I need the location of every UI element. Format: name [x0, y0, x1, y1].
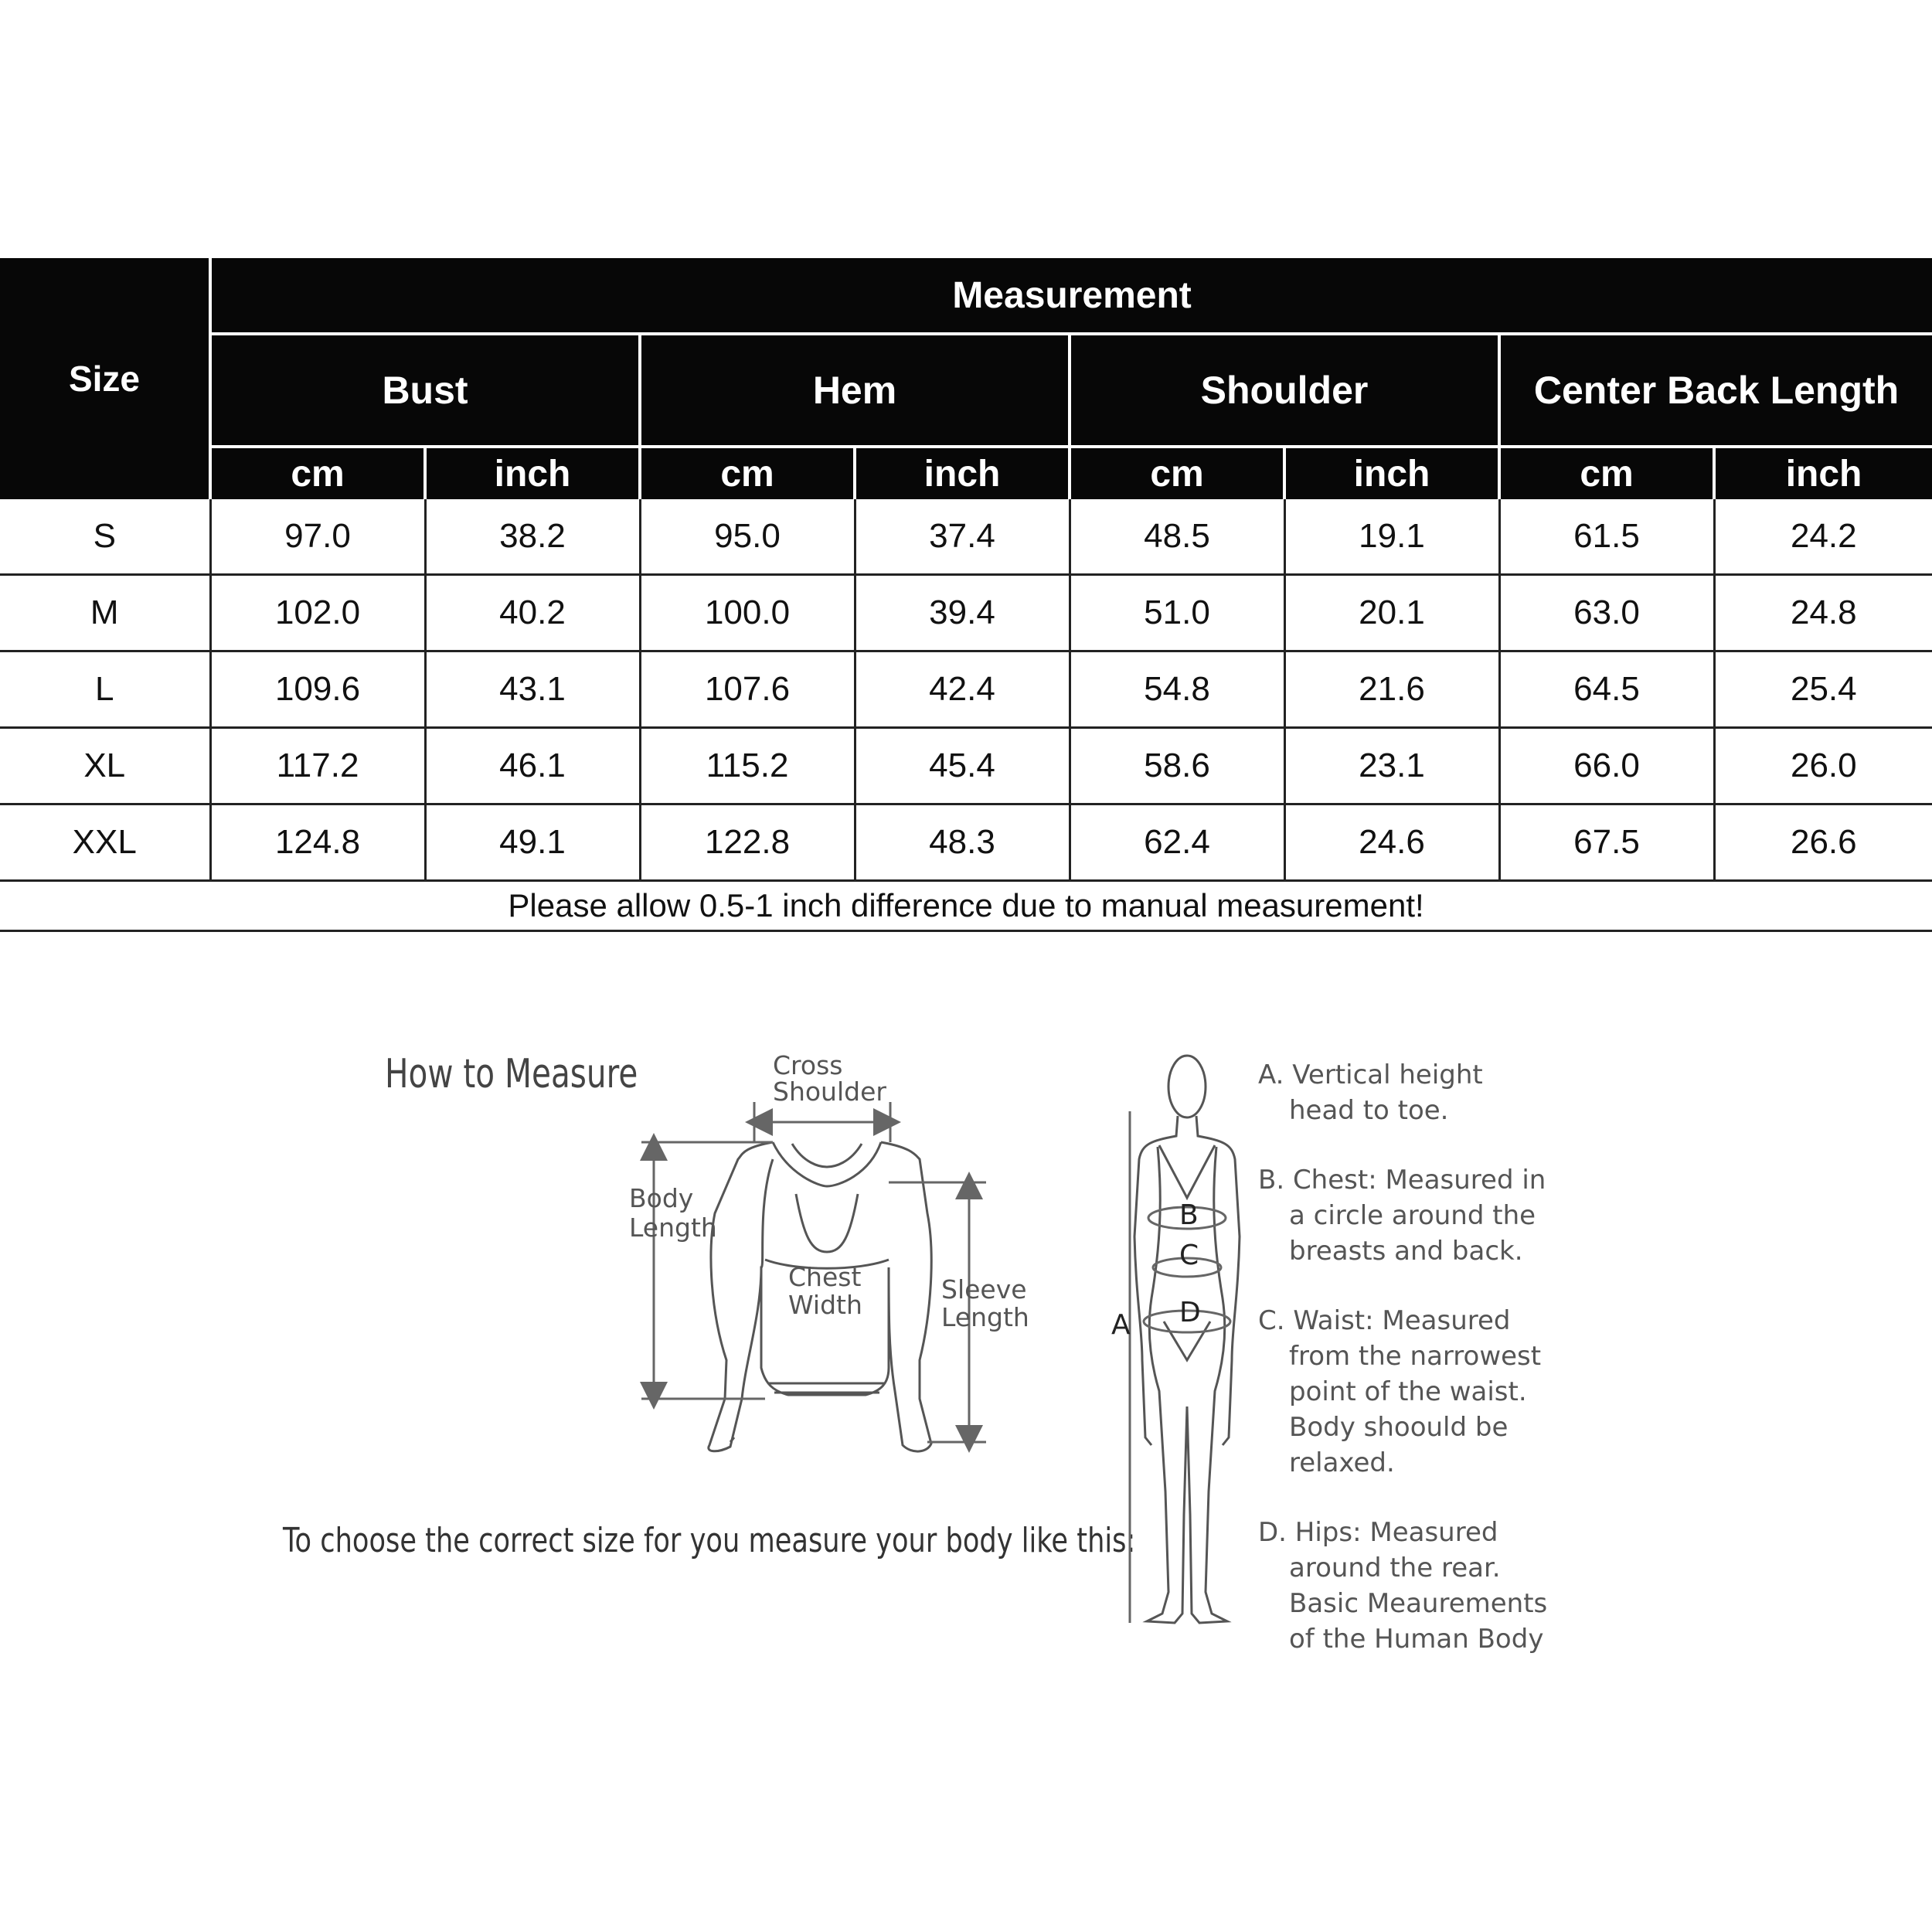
table-cell: 67.5	[1499, 804, 1714, 881]
table-cell: 25.4	[1714, 651, 1932, 728]
table-cell: 39.4	[855, 575, 1070, 651]
note-text: D. Hips: Measured around the rear. Basic Meaurements of the Human Body	[1258, 1517, 1548, 1655]
note-text: C. Waist: Measured from the narrowest point of the waist. Body shoould be relaxed.	[1258, 1305, 1542, 1478]
table-cell: 20.1	[1284, 575, 1499, 651]
hem-header: Hem	[640, 334, 1070, 447]
unit-header-cm: cm	[210, 447, 425, 499]
table-cell: 21.6	[1284, 651, 1499, 728]
height-letter: A	[1111, 1309, 1131, 1341]
table-cell: 42.4	[855, 651, 1070, 728]
table-cell: 45.4	[855, 728, 1070, 804]
choose-size-instruction: To choose the correct size for you measure your body like this:	[283, 1521, 1136, 1560]
note-waist	[1258, 1303, 1552, 1481]
table-cell: 24.8	[1714, 575, 1932, 651]
shoulder-header: Shoulder	[1070, 334, 1499, 447]
table-cell: 64.5	[1499, 651, 1714, 728]
note-chest	[1258, 1162, 1552, 1269]
measurement-notes	[1258, 1057, 1552, 1691]
table-cell: 46.1	[425, 728, 640, 804]
measurement-header: Measurement	[210, 258, 1932, 334]
note-hips	[1258, 1515, 1552, 1657]
unit-header-inch: inch	[855, 447, 1070, 499]
sleeve-length-label: Sleeve	[941, 1274, 1027, 1304]
table-cell: 49.1	[425, 804, 640, 881]
table-cell: 24.6	[1284, 804, 1499, 881]
table-cell: 54.8	[1070, 651, 1284, 728]
table-cell: 115.2	[640, 728, 855, 804]
unit-header-inch: inch	[425, 447, 640, 499]
size-cell: XXL	[0, 804, 210, 881]
unit-header-inch: inch	[1714, 447, 1932, 499]
body-length-label: Body	[629, 1183, 694, 1213]
table-cell: 26.0	[1714, 728, 1932, 804]
unit-header-cm: cm	[1499, 447, 1714, 499]
table-cell: 38.2	[425, 499, 640, 575]
size-cell: L	[0, 651, 210, 728]
table-cell: 109.6	[210, 651, 425, 728]
note-vertical-height	[1258, 1057, 1552, 1128]
table-cell: 26.6	[1714, 804, 1932, 881]
cross-shoulder-label: Shoulder	[773, 1077, 886, 1107]
unit-header-cm: cm	[640, 447, 855, 499]
table-cell: 95.0	[640, 499, 855, 575]
table-cell: 43.1	[425, 651, 640, 728]
table-cell: 62.4	[1070, 804, 1284, 881]
size-cell: S	[0, 499, 210, 575]
bust-header: Bust	[210, 334, 640, 447]
size-cell: M	[0, 575, 210, 651]
table-cell: 117.2	[210, 728, 425, 804]
note-text: A. Vertical height head to toe.	[1258, 1060, 1483, 1126]
table-cell: 40.2	[425, 575, 640, 651]
note-text: B. Chest: Measured in a circle around the breasts and back.	[1258, 1165, 1546, 1267]
hips-letter: D	[1179, 1297, 1201, 1328]
body-measure-lines	[1130, 1111, 1230, 1623]
table-cell: 48.3	[855, 804, 1070, 881]
unit-header-inch: inch	[1284, 447, 1499, 499]
table-cell: 61.5	[1499, 499, 1714, 575]
table-cell: 97.0	[210, 499, 425, 575]
table-cell: 37.4	[855, 499, 1070, 575]
table-cell: 66.0	[1499, 728, 1714, 804]
unit-header-cm: cm	[1070, 447, 1284, 499]
cross-shoulder-label: Cross	[773, 1050, 843, 1080]
chest-width-label: Width	[788, 1290, 862, 1320]
measurement-note: Please allow 0.5-1 inch difference due to manual measurement!	[0, 881, 1932, 931]
table-cell: 19.1	[1284, 499, 1499, 575]
size-cell: XL	[0, 728, 210, 804]
table-cell: 100.0	[640, 575, 855, 651]
table-cell: 24.2	[1714, 499, 1932, 575]
size-header: Size	[0, 258, 210, 499]
table-cell: 102.0	[210, 575, 425, 651]
sleeve-length-label: Length	[941, 1302, 1029, 1332]
chest-width-label: Chest	[788, 1262, 862, 1292]
table-cell: 124.8	[210, 804, 425, 881]
chest-letter: B	[1179, 1199, 1199, 1231]
table-cell: 63.0	[1499, 575, 1714, 651]
waist-letter: C	[1179, 1240, 1199, 1271]
table-cell: 48.5	[1070, 499, 1284, 575]
table-cell: 51.0	[1070, 575, 1284, 651]
table-cell: 107.6	[640, 651, 855, 728]
center-back-length-header: Center Back Length	[1499, 334, 1932, 447]
body-length-label: Length	[629, 1213, 717, 1243]
table-cell: 58.6	[1070, 728, 1284, 804]
body-figure-illustration	[1134, 1056, 1240, 1623]
table-cell: 23.1	[1284, 728, 1499, 804]
how-to-measure-title: How to Measure	[385, 1051, 638, 1097]
table-cell: 122.8	[640, 804, 855, 881]
